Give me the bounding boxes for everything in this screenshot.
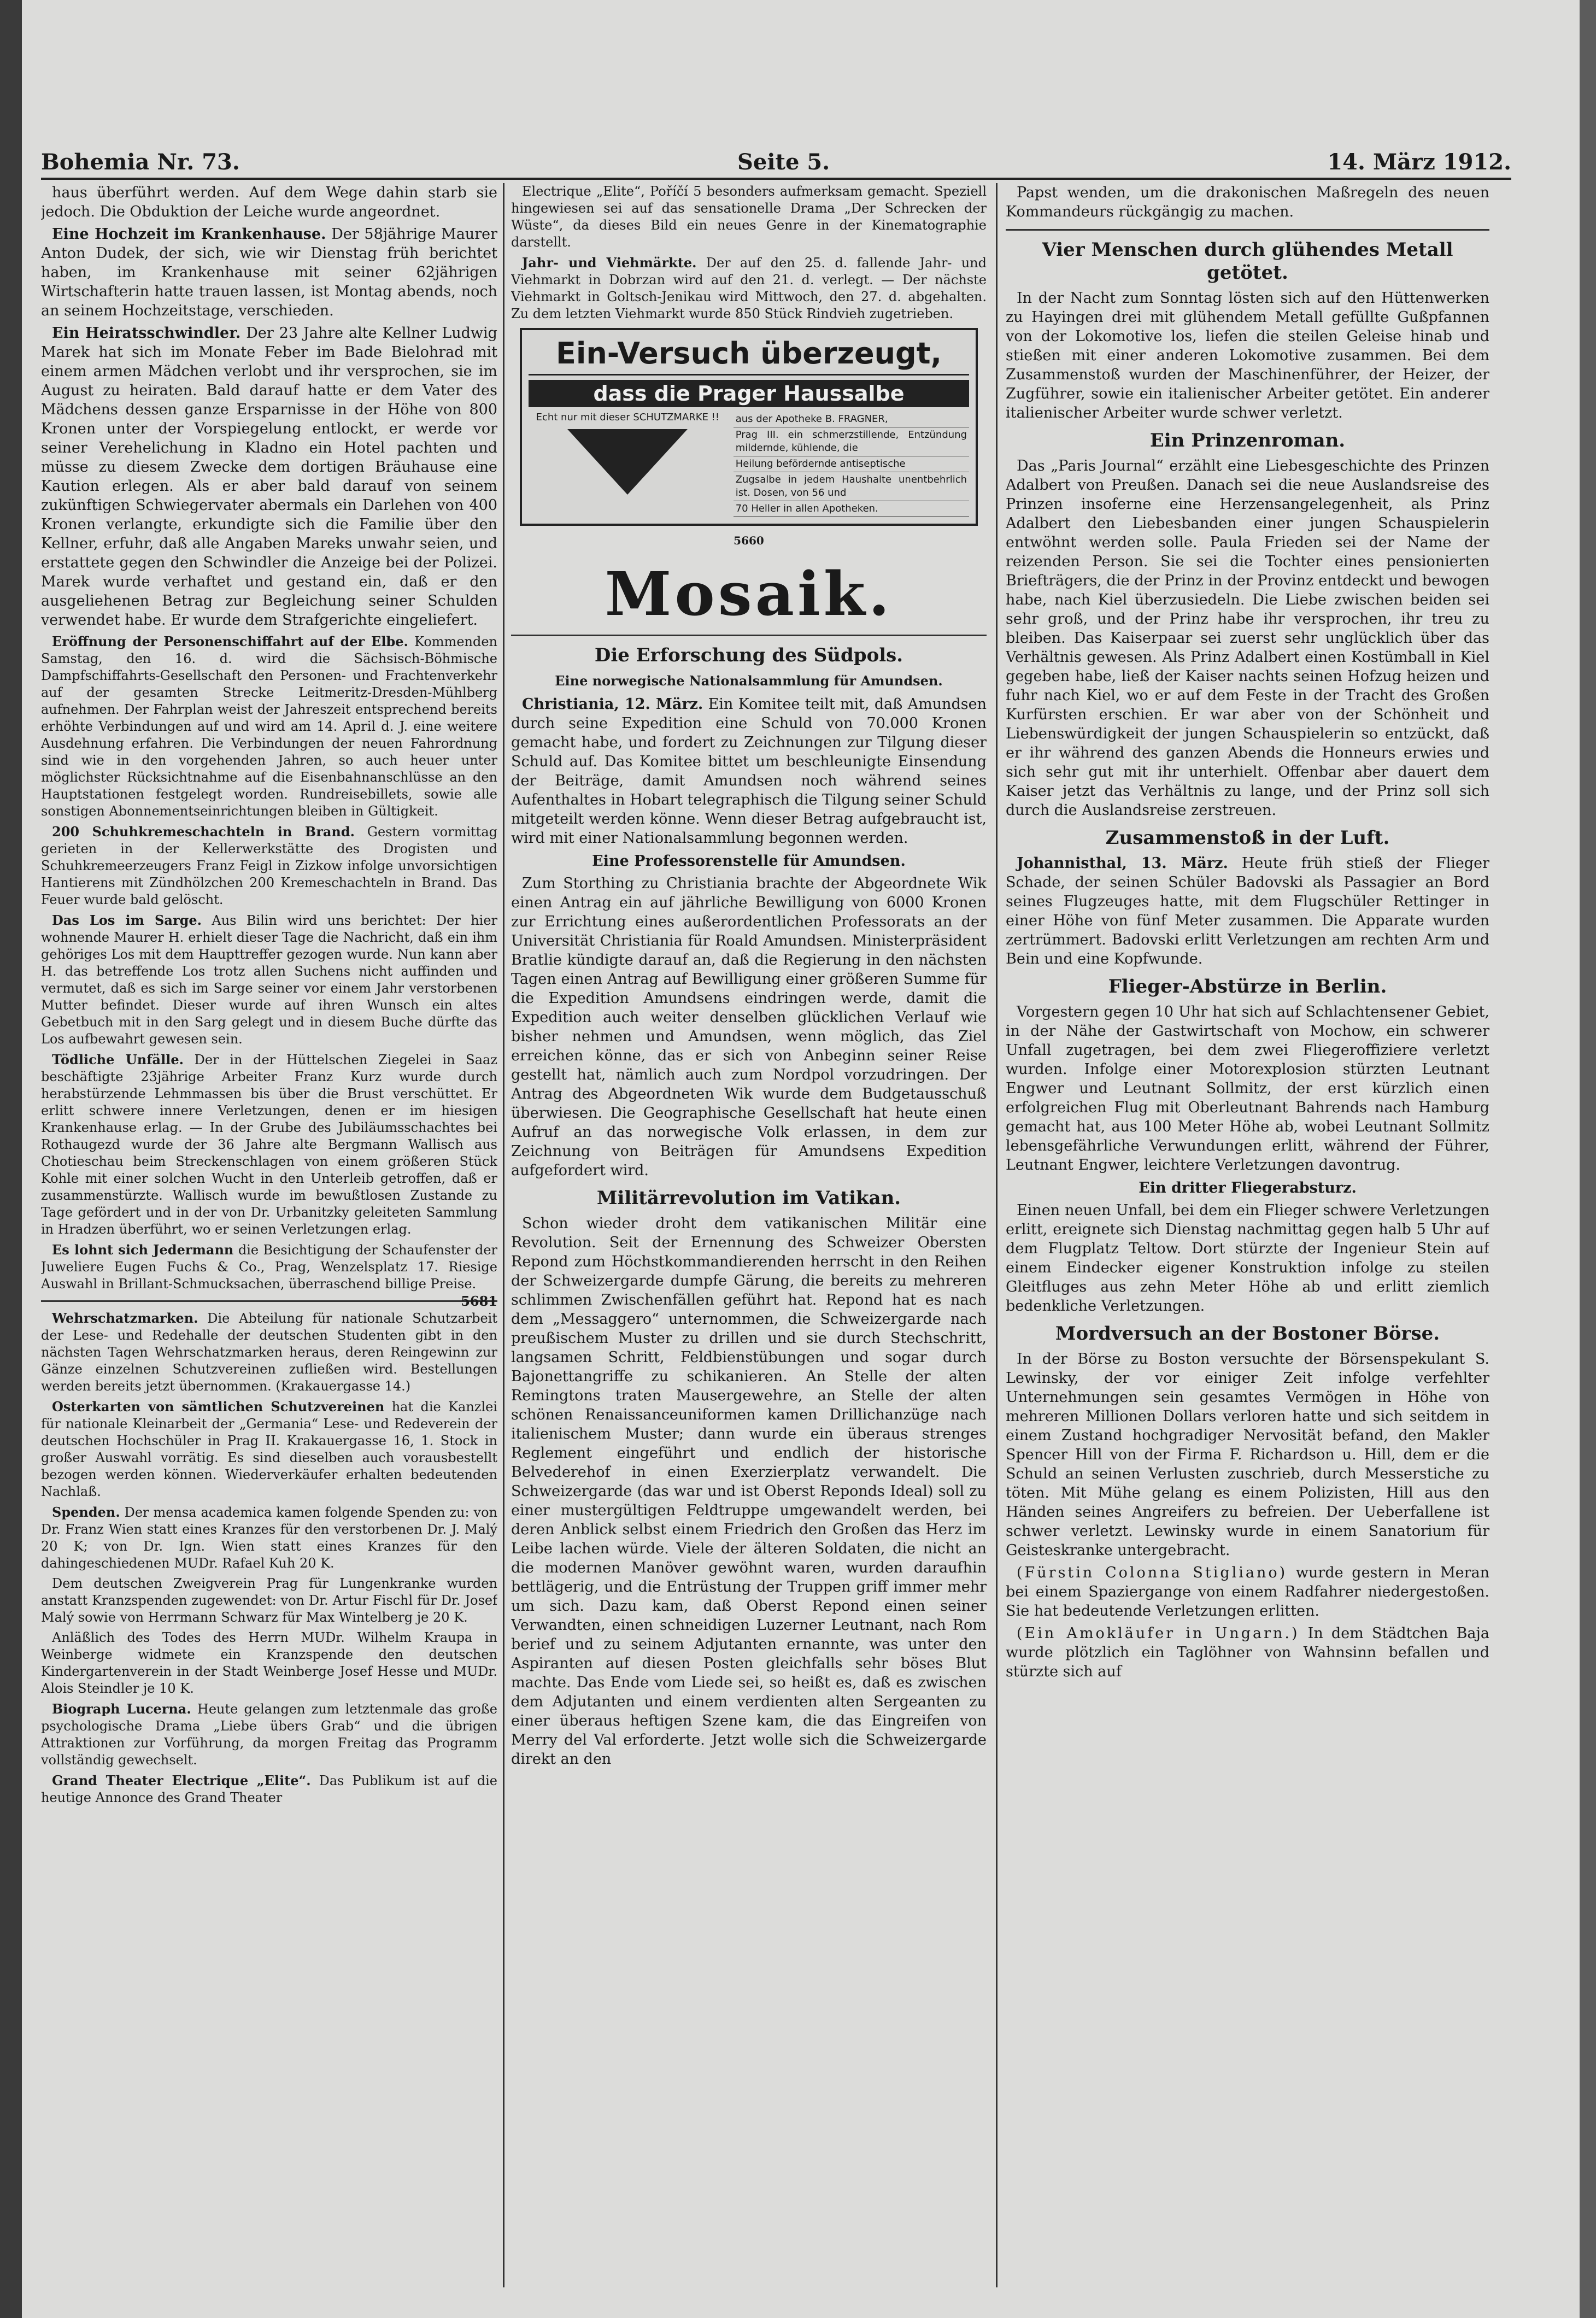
article-text: Das Publikum ist auf die heutige Annonce des Grand Theater <box>41 1773 497 1805</box>
article-lead: Osterkarten von sämtlichen Schutzvereinen <box>52 1399 385 1415</box>
article-headline: Flieger-Abstürze in Berlin. <box>1108 976 1387 997</box>
page-number: Seite 5. <box>737 149 830 175</box>
article-text: Papst wenden, um die drakonischen Maßregeln des neuen Kommandeurs rückgängig zu machen. <box>1006 184 1489 220</box>
article-headline: Militärrevolution im Vatikan. <box>596 1187 901 1209</box>
section-title-mosaik: Mosaik. <box>605 559 893 629</box>
article-text: In der Nacht zum Sonntag lösten sich auf den Hüttenwerken zu Hayingen drei mit glühendem Metall gefüllte Gußpfannen von der Lokomotive los, liefen die steilen Geleise hinab und stießen mit einer anderen Lokomotive zusammen. Bei dem Zusammenstoß wurden der Maschinenführer, der Heizer, der Zugführer, sowie ein italienischer Arbeiter getötet. Ein anderer italienischer Arbeiter wurde schwer verletzt. <box>1006 290 1489 421</box>
article-lead: 200 Schuhkremeschachteln in Brand. <box>52 824 355 840</box>
article-text: wurde gestern in Meran bei einem Spaziergange von einem Radfahrer niedergestoßen. Sie hat bedeutende Verletzungen erlitten. <box>1006 1564 1489 1619</box>
article-text: Der mensa academica kamen folgende Spenden zu: von Dr. Franz Wien statt eines Kranzes für den verstorbenen Dr. J. Malý 20 K; von Dr. Ign. Wien statt eines Kranzes für den dahingeschiedenen MUDr. Rafael Kuh 20 K. <box>41 1505 497 1571</box>
article-paragraph <box>41 1700 497 1769</box>
article-paragraph <box>41 823 497 908</box>
ad-line: aus der Apotheke B. FRAGNER, <box>734 412 969 427</box>
article-text: Der 23 Jahre alte Kellner Ludwig Marek hat sich im Monate Feber im Bade Bielohrad mit einem armen Mädchen verlobt und ihr versprochen, sie im August zu heiraten. Bald darauf hatte er dem Vater des Mädchens dessen ganze Ersparnisse in der Höhe von 800 Kronen unter der Vorspiegelung entlockt, er werde vor seiner Verehelichung in Kladno ein Hotel pachten und müsse zu diesem Zwecke dem dortigen Bräuhause eine Kaution erlegen. Als er aber bald darauf von seinem zukünftigen Schwiegervater abermals ein Darlehen von 400 Kronen verlangte, erkundigte sich die Familie über den Kellner, erfuhr, daß alle Angaben Mareks unwahr seien, und erstattete gegen den Schwindler die Anzeige bei der Polizei. Marek wurde verhaftet und gestand ein, daß er den ausgeliehenen Betrag zur Begleichung seiner Schulden verwendet habe. Er wurde dem Strafgerichte eingeliefert. <box>41 325 497 629</box>
article-headline: Ein Prinzenroman. <box>1149 430 1346 451</box>
article-lead: Spenden. <box>52 1504 120 1520</box>
ad-line: 70 Heller in allen Apotheken. <box>734 501 969 517</box>
page-binding-edge <box>0 0 22 2318</box>
ad-subheadline: dass die Prager Haussalbe <box>529 380 969 407</box>
article-paragraph <box>41 633 497 820</box>
ad-headline: Ein-Versuch überzeugt, <box>529 337 969 375</box>
advertisement-haussalbe <box>520 328 978 526</box>
ad-trademark-panel <box>529 412 727 517</box>
article-paragraph <box>511 695 987 848</box>
ad-line: Heilung befördernde antiseptische <box>734 456 969 472</box>
ad-line: Prag III. ein schmerzstillende, Entzündung mildernde, kühlende, die <box>734 427 969 456</box>
issue-date: 14. März 1912. <box>1327 149 1511 175</box>
article-subheadline: Eine norwegische Nationalsammlung für Amundsen. <box>555 673 943 689</box>
advert-paragraph <box>41 1241 497 1309</box>
article-text: Der 58jährige Maurer Anton Dudek, der sich, wie wir Dienstag früh berichtet haben, im Krankenhause mit seiner 62jährigen Wirtschafterin hatte trauen lassen, ist Montag abends, noch an seinem Hochzeitstage, verschieden. <box>41 226 497 319</box>
article-paragraph <box>41 324 497 630</box>
ad-body <box>529 412 969 517</box>
article-text: Ein Komitee teilt mit, daß Amundsen durch seine Expedition eine Schuld von 70.000 Kronen gemacht habe, und fordert zu Zeichnungen zur Tilgung dieser Schuld auf. Das Komitee bittet um beschleunigte Einsendung der Beiträge, damit Amundsen noch während seines Aufenthaltes in Hobart telegraphisch die Tilgung seiner Schuld mitgeteilt werden könne. Wenn dieser Betrag aufgebraucht ist, wird mit einer Nationalsammlung begonnen werden. <box>511 696 987 847</box>
page-header <box>41 137 1511 175</box>
article-paragraph <box>41 1398 497 1500</box>
article-text: Das „Paris Journal“ erzählt eine Liebesgeschichte des Prinzen Adalbert von Preußen. Danach sei die neue Auslandsreise des Prinzen insoferne eine Herzensangelegenheit, als Prinz Adalbert den Liebesbanden einer jungen Schauspielerin entwöhnt werden solle. Paula Frieden sei der Name der reizenden Person. Sie sei die Tochter eines pensionierten Briefträgers, die der Prinz in der Provinz entdeckt und bewogen habe, nach Kiel überzusiedeln. Die Liebe zwischen beiden sei sehr groß, und der Prinz habe ihr versprochen, ihr treu zu bleiben. Das Kaiserpaar sei zuerst sehr unglücklich über das Verhältnis gewesen. Als Prinz Adalbert einen Kostümball in Kiel gegeben habe, ließ der Kaiser nachts seinen Hofzug heizen und fuhr nach Kiel, wo er auf dem Feste in der Tracht des Großen Kurfürsten erschien. Er war aber von der Schönheit und Liebenswürdigkeit der jungen Schauspielerin so entzückt, daß er ihr während des ganzen Abends die Honneurs erwies und sich sehr gut mit ihr unterhielt. Offenbar aber dauert dem Kaiser jetzt das Verhältnis zu lange, und der Prinz soll sich durch die Auslandsreise zerstreuen. <box>1006 457 1489 819</box>
article-text: Einen neuen Unfall, bei dem ein Flieger schwere Verletzungen erlitt, ereignete sich Dienstag nachmittag gegen halb 5 Uhr auf dem Flugplatz Teltow. Dort stürzte der Ingenieur Stein auf einem Eindecker eigener Konstruktion infolge zu steilen Gleitfluges aus zehn Meter Höhe ab und erlitt ziemlich bedenkliche Verletzungen. <box>1006 1202 1489 1314</box>
article-text: Aus Bilin wird uns berichtet: Der hier wohnende Maurer H. erhielt dieser Tage die Nachricht, daß ein ihm gehöriges Los mit dem Haupttreffer gezogen wurde. Nun kann aber H. das betreffende Los trotz allen Suchens nicht auffinden und vermutet, daß es sich im Sarge seiner vor einem Jahr verstorbenen Mutter befindet. Dieser wurde auf ihren Wunsch ein altes Gebetbuch mit in den Sarg gelegt und in diesem Buche dürfte das Los aufbewahrt gewesen sein. <box>41 913 497 1047</box>
article-headline: Zusammenstoß in der Luft. <box>1105 827 1390 849</box>
article-text: In dem Städtchen Baja wurde plötzlich ein Taglöhner von Wahnsinn befallen und stürzte sich auf <box>1006 1625 1489 1680</box>
ad-trademark-text: Echt nur mit dieser SCHUTZMARKE !! <box>536 412 720 423</box>
article-headline: Die Erforschung des Südpols. <box>594 644 903 666</box>
ad-text-panel <box>734 412 969 517</box>
article-paragraph <box>41 1504 497 1572</box>
article-headline: Vier Menschen durch glühendes Metall getötet. <box>1042 239 1453 284</box>
article-lead: (Fürstin Colonna Stigliano) <box>1017 1564 1288 1581</box>
article-text: Vorgestern gegen 10 Uhr hat sich auf Schlachtensener Gebiet, in der Nähe der Gastwirtschaft von Mochow, ein schwerer Unfall zugetragen, bei dem zwei Fliegeroffiziere verletzt wurden. Infolge einer Motorexplosion stürzten Leutnant Engwer und Leutnant Sollmitz, der erst kürzlich einen erfolgreichen Flug mit Oberleutnant Bahrends nach Hamburg gemacht hat, aus 100 Meter Höhe ab, wobei Leutnant Sollmitz lebensgefährliche Verwundungen erlitt, während der Führer, Leutnant Engwer, leichtere Verletzungen davontrug. <box>1006 1004 1489 1173</box>
advert-code: 5681 <box>461 1293 497 1309</box>
section-rule <box>511 635 987 636</box>
article-text: Gestern vormittag gerieten in der Kellerwerkstätte des Drogisten und Schuhkremeerzeugers Franz Feigl in Zizkow infolge unvorsichtigen Hantierens mit Zündhölzchen 200 Kremeschachteln in Brand. Das Feuer wurde bald gelöscht. <box>41 824 497 907</box>
article-text: Die Abteilung für nationale Schutzarbeit der Lese- und Redehalle der deutschen Studenten gibt in den nächsten Tagen Wehrschatzmarken heraus, deren Reingewinn zur Gänze einzelnen Schutzvereinen zufließen wird. Bestellungen werden bereits jetzt übernommen. (Krakauergasse 14.) <box>41 1311 497 1394</box>
column-divider <box>996 183 998 2287</box>
article-paragraph <box>1006 1563 1489 1621</box>
article-lead: Es lohnt sich Jedermann <box>52 1242 234 1258</box>
article-paragraph <box>511 254 987 322</box>
article-paragraph <box>41 1051 497 1238</box>
article-lead: Eröffnung der Personenschiffahrt auf der Elbe. <box>52 633 408 649</box>
article-subheadline: Eine Professorenstelle für Amundsen. <box>592 853 906 870</box>
article-text: Der in der Hüttelschen Ziegelei in Saaz beschäftigte 23jährige Arbeiter Franz Kurz wurde durch herabstürzende Lehmmassen bis über die Brust verschüttet. Er erlitt schwere innere Verletzungen, denen er im hiesigen Krankenhause erlag. — In der Grube des Jubiläumsschachtes bei Rothaugezd wurde der 36 Jahre alte Bergmann Wallisch aus Chotieschau beim Streckenschlagen von einem größeren Stück Kohle mit einer solchen Wucht in den Unterleib getroffen, daß er zusammenstürzte. Wallisch wurde im bewußtlosen Zustande zu Tage gefördert und in der von Dr. Urbanitzky geleiteten Sammlung in Hradzen überführt, wo er seinen Verletzungen erlag. <box>41 1052 497 1237</box>
article-text: Anläßlich des Todes des Herrn MUDr. Wilhelm Kraupa in Weinberge widmete ein Kranzspende den deutschen Kindergartenverein in der Stadt Weinberge Josef Hesse und MUDr. Alois Steindler je 10 K. <box>41 1630 497 1696</box>
article-text: Electrique „Elite“, Poříčí 5 besonders aufmerksam gemacht. Speziell hingewiesen sei auf das sensationelle Drama „Der Schrecken der Wüste“, da dieses Bild ein neues Genre in der Kinematographie darstellt. <box>511 184 987 250</box>
article-text: Der auf den 25. d. fallende Jahr- und Viehmarkt in Dobrzan wird auf den 21. d. verlegt. — Der nächste Viehmarkt in Goltsch-Jenikau wird Mittwoch, den 27. d. abgehalten. Zu dem letzten Viehmarkt wurde 850 Stück Rindvieh zugetrieben. <box>511 255 987 321</box>
article-lead: Grand Theater Electrique „Elite“. <box>52 1773 311 1788</box>
header-rule <box>41 178 1511 180</box>
article-lead: Johannisthal, 13. März. <box>1017 855 1228 872</box>
column-1 <box>41 183 497 2287</box>
column-divider <box>503 183 504 2287</box>
column-2 <box>511 183 987 2287</box>
article-text: In der Börse zu Boston versuchte der Börsenspekulant S. Lewinsky, der vor einiger Zeit infolge verfehlter Unternehmungen sein gesamtes Vermögen in Höhe von mehreren Millionen Dollars verloren hatte und sich seitdem in einem Zustand hochgradiger Nervosität befand, den Makler Spencer Hill von der Firma F. Richardson u. Hill, dem er die Schuld an seinen Verlusten zuschrieb, durch Messerstiche zu töten. Mit Mühe gelang es einem Polizisten, Hill aus den Händen seines Angreifers zu befreien. Der Ueberfallene ist schwer verletzt. Lewinsky wurde in einem Sanatorium für Geisteskranke untergebracht. <box>1006 1351 1489 1559</box>
advert-code: 5660 <box>734 534 764 547</box>
article-paragraph <box>41 225 497 320</box>
section-rule <box>1006 229 1489 231</box>
article-paragraph <box>41 1310 497 1395</box>
article-lead: Das Los im Sarge. <box>52 912 202 928</box>
article-lead: Ein Heiratsschwindler. <box>52 325 241 342</box>
ad-line: Zugsalbe in jedem Haushalte unentbehrlich ist. Dosen, von 56 und <box>734 472 969 501</box>
article-text: Zum Storthing zu Christiania brachte der Abgeordnete Wik einen Antrag ein auf jährliche Bewilligung von 6000 Kronen zur Errichtung eines außerordentlichen Professorats an der Universität Christiania für Roald Amundsen. Ministerpräsident Bratlie kündigte darauf an, daß die Regierung in den nächsten Tagen einen Antrag auf Bewilligung einer größeren Summe für die Expedition Amundsens eindringen werde, damit die Expedition auch weiter denselben glücklichen Verlauf wie bisher nehmen und Amundsen, wenn möglich, das Ziel erreichen könne, das er sich von Anbeginn seiner Reise gestellt hat, nämlich auch zum Nordpol vorzudringen. Der Antrag des Abgeordneten Wik wurde dem Budgetausschuß überwiesen. Die Geographische Gesellschaft hat heute einen Aufruf an das norwegische Volk erlassen, in dem zur Zeichnung von Beiträgen für Amundsens Expedition aufgefordert wird. <box>511 875 987 1179</box>
article-lead: Tödliche Unfälle. <box>52 1052 184 1067</box>
article-paragraph <box>41 1772 497 1806</box>
article-lead: Wehrschatzmarken. <box>52 1310 198 1326</box>
article-lead: Christiania, 12. März. <box>522 696 703 713</box>
article-text: die Besichtigung der Schaufenster der Juweliere Eugen Fuchs & Co., Prag, Wenzelsplatz 17. Riesige Auswahl in Brillant-Schmucksachen, überraschend billige Preise. <box>41 1242 497 1292</box>
article-text: Heute früh stieß der Flieger Schade, der seinen Schüler Badovski als Passagier an Bord seines Flugzeuges hatte, mit dem Flugschüler Rettinger in einer Höhe von fünf Meter zusammen. Die Apparate wurden zertrümmert. Badovski erlitt Verletzungen am rechten Arm und Bein und eine Kopfwunde. <box>1006 855 1489 967</box>
article-text: Kommenden Samstag, den 16. d. wird die Sächsisch-Böhmische Dampfschiffahrts-Gesellschaft den Personen- und Frachtenverkehr auf der gesamten Strecke Leitmeritz-Dresden-Mühlberg aufnehmen. Der Fahrplan weist der Jahreszeit entsprechend bereits erhöhte Verbindungen auf und wird am 14. April d. J. eine weitere Ausdehnung erfahren. Die Verbindungen der neuen Fahrordnung sind wie in den vorgehenden Jahren, so auch heuer unter möglichster Rücksichtnahme auf die Eisenbahnanschlüsse an den Hauptstationen festgelegt worden. Rundreisebillets, sowie alle sonstigen Abonnementseinrichtungen bleiben in Gültigkeit. <box>41 634 497 819</box>
article-text: Schon wieder droht dem vatikanischen Militär eine Revolution. Seit der Ernennung des Schweizer Obersten Repond zum Höchstkommandierenden herrscht in den Reihen der Schweizergarde dumpfe Gärung, die bereits zu mehreren schlimmen Zwischenfällen geführt hat. Repond hat es nach dem „Messaggero“ unternommen, die Schweizergarde nach preußischem Muster zu drillen und sie durch Stechschritt, langsamen Schritt, Feldbienstübungen und sogar durch Bajonettangriffe zu schikanieren. An Stelle der alten Remingtons traten Mausergewehre, an Stelle der alten schönen Renaissanceuniformen kamen Drillichanzüge nach italienischem Muster; dann wurde ein überaus strenges Reglement eingeführt und endlich der historische Belvederehof in einen Exerzierplatz verwandelt. Die Schweizergarde (das war und ist Oberst Reponds Ideal) soll zu einer mustergültigen Feldtruppe umgewandelt werden, bei deren Anblick selbst einem Friedrich den Großen das Herz im Leibe lachen würde. Viele der älteren Soldaten, die nicht an die modernen Manöver gewöhnt waren, wurden daraufhin bettlägerig, und die Entrüstung der Truppen griff immer mehr um sich. Dazu kam, daß Oberst Repond einen seiner Verwandten, einen schneidigen Luzerner Leutnant, nach Rom berief und zu seinem Adjutanten ernannte, was unter den Aspiranten auf diesen Posten gleichfalls sehr böses Blut machte. Das Ende vom Liede sei, so heißt es, daß es zwischen dem Adjutanten und einem verdienten alten Sergeanten zu einer überaus heftigen Szene kam, die das Eingreifen von Merry del Val erforderte. Jetzt wolle sich die Schweizergarde direkt an den <box>511 1215 987 1768</box>
trademark-logo-icon <box>567 429 688 495</box>
article-text: Dem deutschen Zweigverein Prag für Lungenkranke wurden anstatt Kranzspenden zugewendet: von Dr. Artur Fischl für Dr. Josef Malý sowie von Herrmann Schwarz für Max Wintelberg je 20 K. <box>41 1576 497 1625</box>
masthead-issue: Bohemia Nr. 73. <box>41 149 240 175</box>
article-subheadline: Ein dritter Fliegerabsturz. <box>1139 1179 1357 1196</box>
section-rule <box>41 1300 497 1302</box>
article-lead: Biograph Lucerna. <box>52 1701 191 1717</box>
article-text: hat die Kanzlei für nationale Kleinarbeit der „Germania“ Lese- und Redeverein der deutschen Hochschüler in Prag II. Krakauergasse 16, 1. Stock in großer Auswahl vorrätig. Es sind dieselben auch vorausbestellt bezogen werden können. Wiederverkäufer erhalten bedeutenden Nachlaß. <box>41 1399 497 1499</box>
article-headline: Mordversuch an der Bostoner Börse. <box>1055 1323 1440 1345</box>
article-paragraph <box>41 912 497 1048</box>
article-text: haus überführt werden. Auf dem Wege dahin starb sie jedoch. Die Obduktion der Leiche wurde angeordnet. <box>41 184 497 220</box>
article-lead: Jahr- und Viehmärkte. <box>522 255 697 271</box>
article-lead: (Ein Amokläufer in Ungarn.) <box>1017 1625 1300 1642</box>
article-text: Heute gelangen zum letztenmale das große psychologische Drama „Liebe übers Grab“ und die übrigen Attraktionen zur Vorführung, da morgen Freitag das Programm vollständig gewechselt. <box>41 1701 497 1768</box>
article-paragraph <box>1006 854 1489 969</box>
column-3 <box>1006 183 1489 2287</box>
article-lead: Eine Hochzeit im Krankenhause. <box>52 226 326 243</box>
article-paragraph <box>1006 1624 1489 1681</box>
